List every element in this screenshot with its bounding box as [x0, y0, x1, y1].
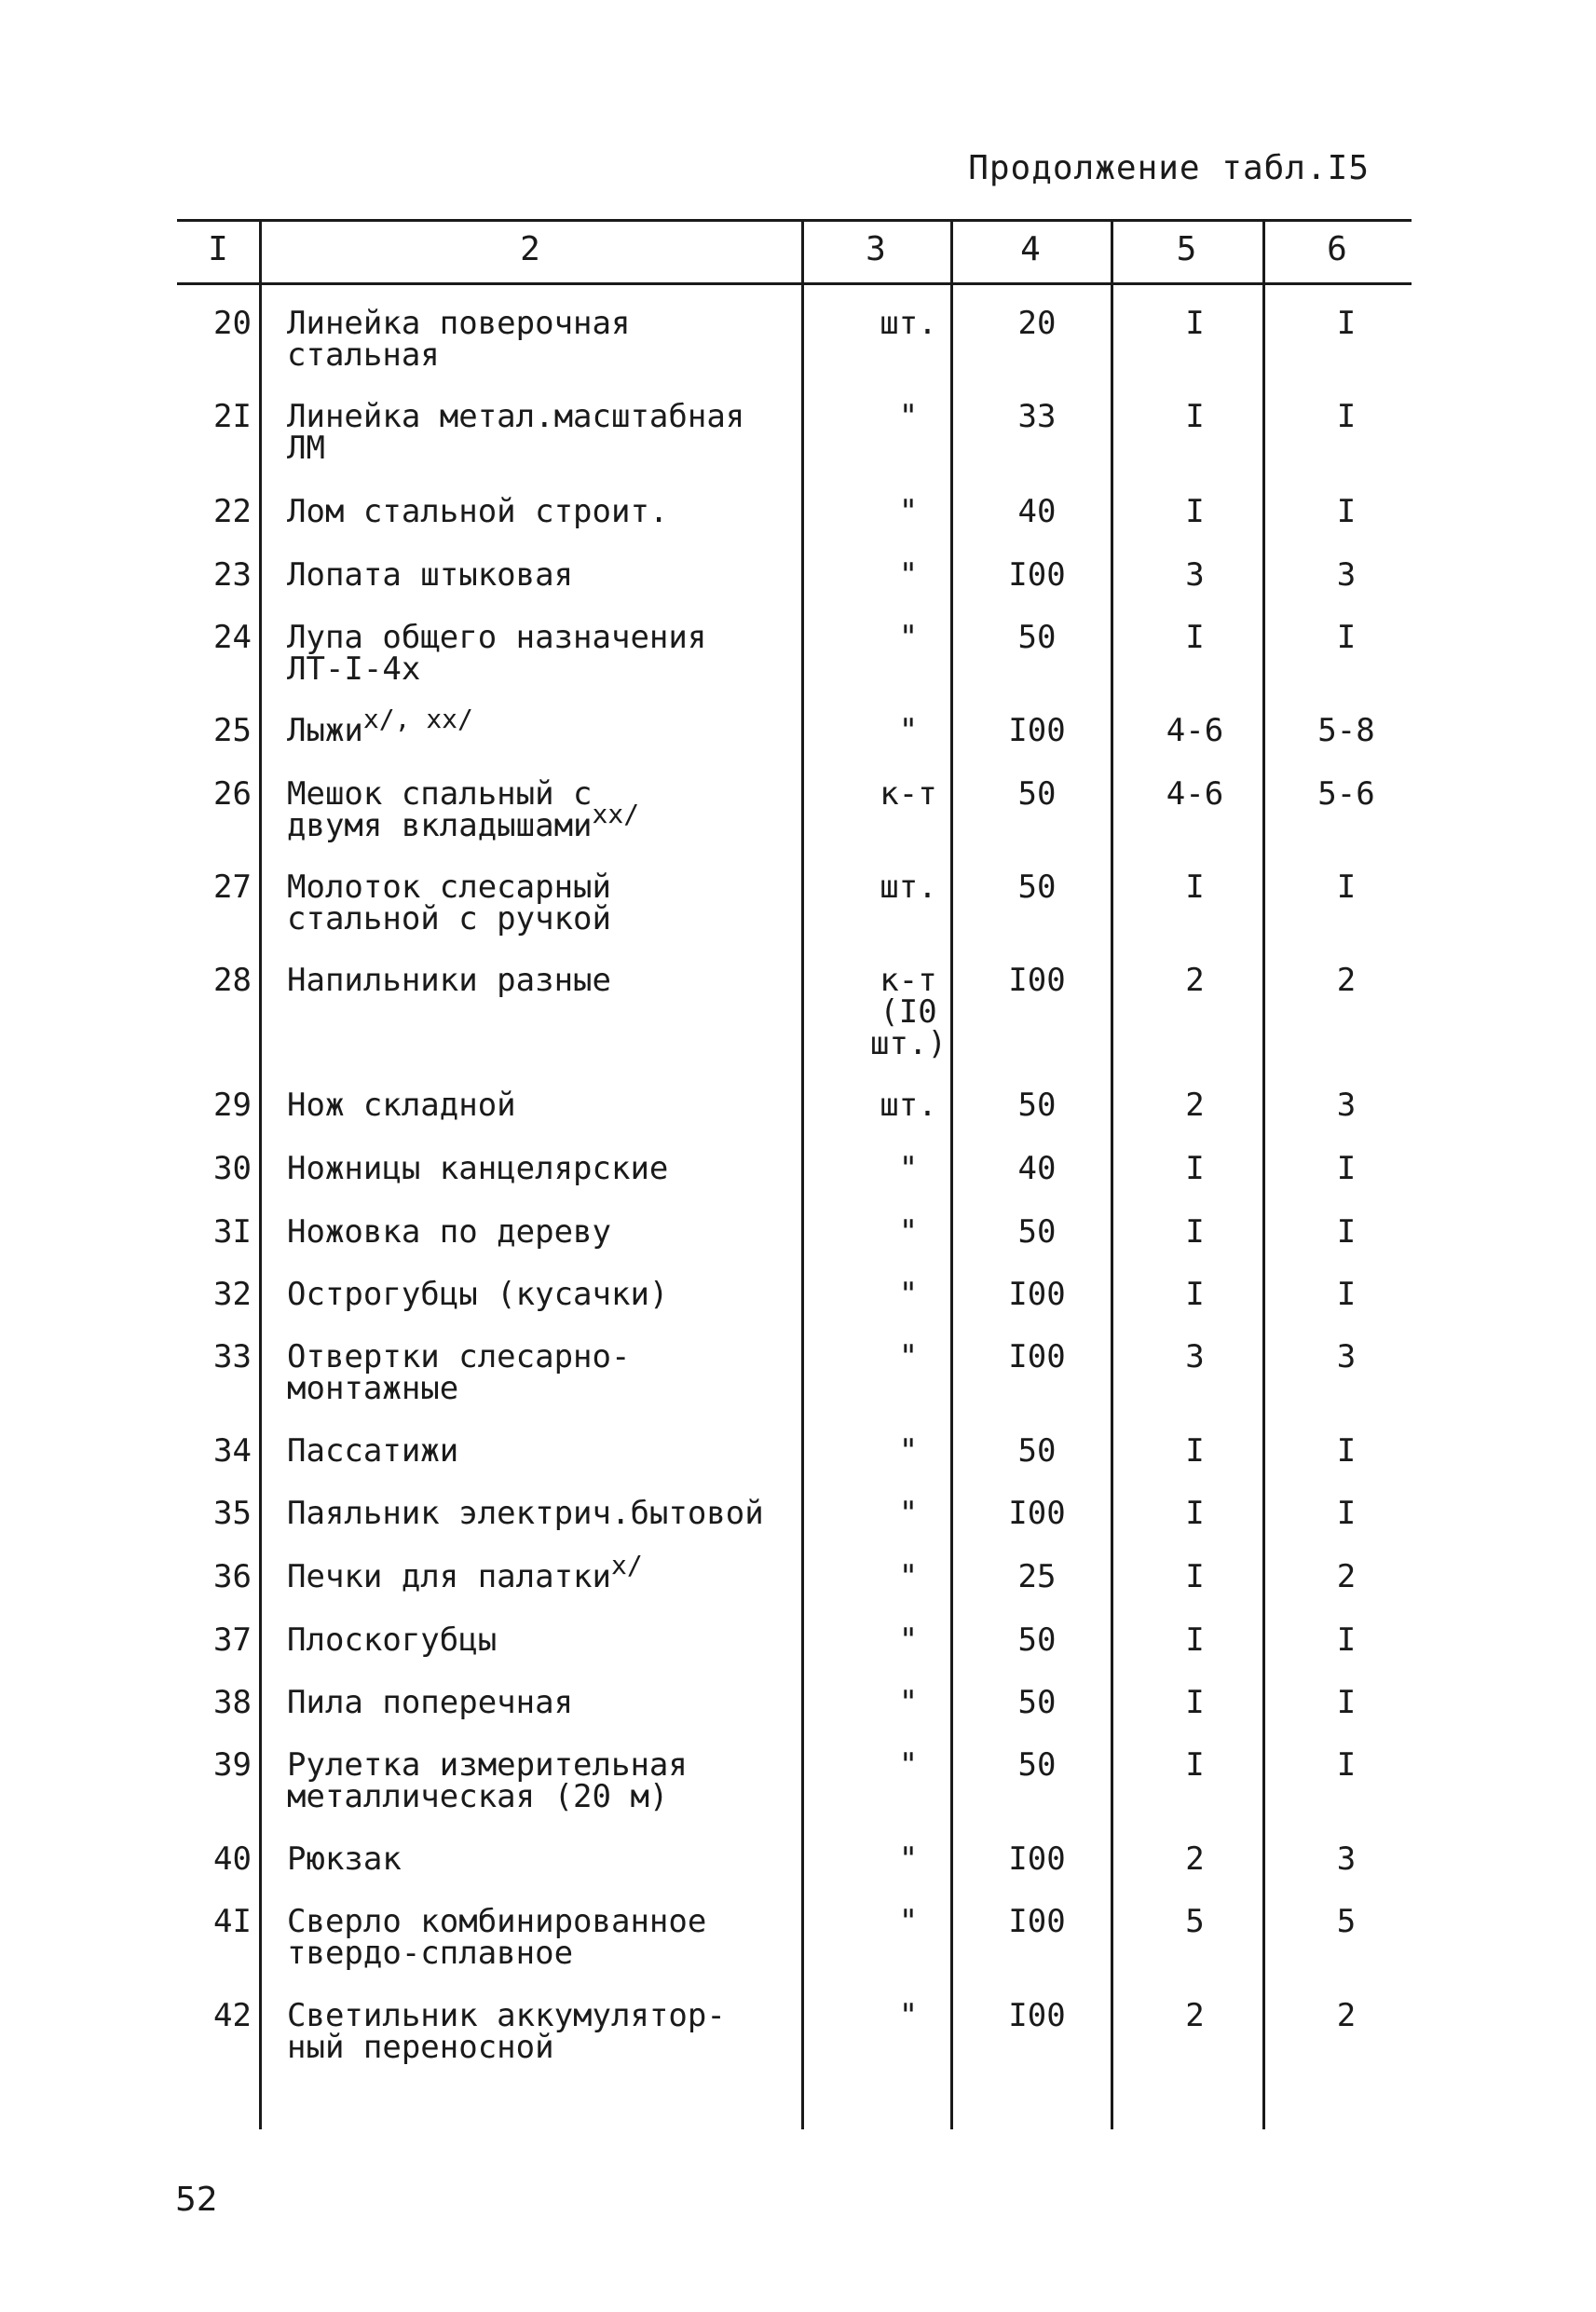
col-5-value: I [1185, 1150, 1205, 1187]
row-number: 40 [213, 1840, 252, 1878]
item-name-text: Линейка поверочная стальная [287, 305, 631, 374]
row-number: 28 [213, 962, 252, 999]
item-name [287, 1150, 809, 1187]
row-number: 35 [213, 1495, 252, 1532]
col-5-value: I [1185, 1684, 1205, 1721]
col-5-value: I [1185, 1495, 1205, 1532]
item-name [287, 704, 809, 749]
unit-cell: " [898, 1558, 919, 1595]
item-name-text: Рулетка измерительная металлическая (20 м) [287, 1746, 688, 1815]
unit-cell: " [898, 1903, 919, 1940]
header-bottom-rule [177, 282, 1412, 285]
col-4-value: I00 [1008, 1903, 1066, 1940]
col-4-value: I00 [1008, 1338, 1066, 1375]
unit-cell: шт. [880, 305, 937, 342]
item-name-text: Печки для палатки [287, 1558, 611, 1595]
unit-cell: " [898, 1621, 919, 1659]
row-number: 24 [213, 619, 252, 656]
item-name-text: Пассатижи [287, 1432, 459, 1470]
col-5-value: I [1185, 1432, 1205, 1470]
col-4-value: I00 [1008, 1840, 1066, 1878]
row-number: 4I [213, 1903, 252, 1940]
footnote-mark: xx/ [592, 799, 640, 829]
col-6-value: I [1336, 398, 1357, 435]
row-number: 38 [213, 1684, 252, 1721]
col-6-value: I [1336, 1621, 1357, 1659]
row-number: 39 [213, 1746, 252, 1784]
col-5-value: 3 [1185, 556, 1205, 594]
item-name-text: Пила поперечная [287, 1684, 574, 1721]
col-4-value: I00 [1008, 556, 1066, 594]
table-caption: Продолжение табл.I5 [968, 149, 1370, 187]
item-name [287, 1684, 809, 1721]
item-name-text: Плоскогубцы [287, 1621, 498, 1659]
col-6-value: 2 [1336, 1997, 1357, 2034]
col-4-value: 50 [1017, 1432, 1057, 1470]
unit-cell: " [898, 1840, 919, 1878]
header-col-2: 2 [520, 230, 540, 268]
item-name-text: Паяльник электрич.бытовой [287, 1495, 764, 1532]
col-5-value: I [1185, 1558, 1205, 1595]
row-number: 23 [213, 556, 252, 594]
table-top-rule [177, 219, 1412, 222]
item-name [287, 1840, 809, 1878]
col-6-value: 3 [1336, 1338, 1357, 1375]
item-name [287, 1432, 809, 1470]
item-name [287, 493, 809, 530]
item-name [287, 305, 809, 374]
col-5-value: 3 [1185, 1338, 1205, 1375]
row-number: 30 [213, 1150, 252, 1187]
item-name [287, 1213, 809, 1251]
col-6-value: 2 [1336, 962, 1357, 999]
row-number: 22 [213, 493, 252, 530]
col-4-value: 50 [1017, 1621, 1057, 1659]
header-col-4: 4 [1020, 230, 1041, 268]
page-number: 52 [175, 2181, 218, 2219]
col-6-value: 3 [1336, 1840, 1357, 1878]
unit-cell: " [898, 398, 919, 435]
unit-cell: " [898, 1495, 919, 1532]
item-name [287, 556, 809, 594]
unit-cell: " [898, 1338, 919, 1375]
header-col-6: 6 [1327, 230, 1347, 268]
col-4-value: 50 [1017, 1684, 1057, 1721]
unit-cell: " [898, 1276, 919, 1313]
col-4-value: I00 [1008, 1495, 1066, 1532]
unit-cell: " [898, 1432, 919, 1470]
item-name-text: Нож складной [287, 1087, 516, 1124]
item-name-text: Лопата штыковая [287, 556, 574, 594]
item-name-text: Лыжи [287, 712, 363, 749]
item-name [287, 1087, 809, 1124]
unit-cell: " [898, 619, 919, 656]
item-name [287, 1276, 809, 1313]
equipment-table [177, 219, 1412, 2129]
col-4-value: I00 [1008, 1276, 1066, 1313]
footnote-mark: x/ [611, 1550, 643, 1580]
col-5-value: I [1185, 1213, 1205, 1251]
unit-cell: " [898, 493, 919, 530]
col-5-value: 5 [1185, 1903, 1205, 1940]
col-4-value: 50 [1017, 619, 1057, 656]
column-divider [259, 219, 262, 2129]
col-5-value: 2 [1185, 1997, 1205, 2034]
col-4-value: 40 [1017, 493, 1057, 530]
item-name-text: Ножовка по дереву [287, 1213, 611, 1251]
row-number: 33 [213, 1338, 252, 1375]
unit-cell: " [898, 712, 919, 749]
row-number: 32 [213, 1276, 252, 1313]
item-name [287, 1495, 809, 1532]
unit-cell: " [898, 1213, 919, 1251]
item-name-text: Рюкзак [287, 1840, 402, 1878]
col-6-value: 3 [1336, 556, 1357, 594]
col-6-value: I [1336, 619, 1357, 656]
item-name [287, 1903, 809, 1972]
col-5-value: I [1185, 1621, 1205, 1659]
col-6-value: 3 [1336, 1087, 1357, 1124]
item-name [287, 1338, 809, 1407]
col-5-value: 4-6 [1166, 712, 1224, 749]
col-5-value: I [1185, 869, 1205, 906]
col-4-value: 50 [1017, 775, 1057, 813]
item-name-text: Сверло комбинированное твердо-сплавное [287, 1903, 707, 1972]
col-5-value: I [1185, 398, 1205, 435]
item-name [287, 962, 809, 999]
item-name [287, 398, 809, 467]
row-number: 3I [213, 1213, 252, 1251]
col-6-value: I [1336, 869, 1357, 906]
unit-cell: шт. [880, 869, 937, 906]
col-6-value: I [1336, 1213, 1357, 1251]
col-6-value: 5-8 [1317, 712, 1375, 749]
row-number: 37 [213, 1621, 252, 1659]
col-5-value: I [1185, 1276, 1205, 1313]
item-name-text: Острогубцы (кусачки) [287, 1276, 669, 1313]
unit-cell: " [898, 1997, 919, 2034]
item-name-text: Мешок спальный с двумя вкладышами [287, 775, 593, 844]
col-5-value: I [1185, 493, 1205, 530]
unit-cell: " [898, 1150, 919, 1187]
footnote-mark: x/, xx/ [362, 704, 473, 734]
col-5-value: I [1185, 305, 1205, 342]
col-6-value: 2 [1336, 1558, 1357, 1595]
col-6-value: I [1336, 305, 1357, 342]
item-name [287, 775, 809, 844]
item-name [287, 619, 809, 688]
unit-cell: " [898, 1746, 919, 1784]
item-name-text: Линейка метал.масштабная ЛМ [287, 398, 745, 467]
row-number: 29 [213, 1087, 252, 1124]
item-name-text: Лупа общего назначения ЛТ-I-4x [287, 619, 707, 688]
col-6-value: I [1336, 1495, 1357, 1532]
row-number: 2I [213, 398, 252, 435]
row-number: 42 [213, 1997, 252, 2034]
row-number: 26 [213, 775, 252, 813]
item-name [287, 1997, 809, 2066]
col-6-value: I [1336, 1150, 1357, 1187]
header-col-3: 3 [866, 230, 886, 268]
row-number: 36 [213, 1558, 252, 1595]
item-name [287, 871, 809, 935]
header-col-1: I [208, 230, 228, 268]
col-4-value: 50 [1017, 869, 1057, 906]
col-6-value: 5-6 [1317, 775, 1375, 813]
col-6-value: I [1336, 493, 1357, 530]
row-number: 27 [213, 869, 252, 906]
unit-cell: " [898, 556, 919, 594]
col-6-value: I [1336, 1746, 1357, 1784]
row-number: 25 [213, 712, 252, 749]
col-5-value: 2 [1185, 1087, 1205, 1124]
col-6-value: 5 [1336, 1903, 1357, 1940]
col-5-value: I [1185, 1746, 1205, 1784]
unit-cell: к-т (I0 шт.) [870, 962, 947, 1062]
unit-cell: " [898, 1684, 919, 1721]
item-name [287, 1550, 809, 1595]
item-name [287, 1621, 809, 1659]
col-5-value: 2 [1185, 962, 1205, 999]
col-4-value: 40 [1017, 1150, 1057, 1187]
header-col-5: 5 [1176, 230, 1197, 268]
unit-cell: к-т [880, 775, 937, 813]
item-name-text: Молоток слесарный стальной с ручкой [287, 869, 611, 937]
col-4-value: I00 [1008, 712, 1066, 749]
col-5-value: I [1185, 619, 1205, 656]
item-name-text: Лом стальной строит. [287, 493, 669, 530]
col-4-value: 25 [1017, 1558, 1057, 1595]
col-4-value: 33 [1017, 398, 1057, 435]
col-4-value: I00 [1008, 962, 1066, 999]
item-name-text: Ножницы канцелярские [287, 1150, 669, 1187]
col-4-value: I00 [1008, 1997, 1066, 2034]
item-name-text: Напильники разные [287, 962, 611, 999]
col-6-value: I [1336, 1684, 1357, 1721]
item-name-text: Отвертки слесарно- монтажные [287, 1338, 631, 1407]
col-5-value: 2 [1185, 1840, 1205, 1878]
row-number: 20 [213, 305, 252, 342]
col-4-value: 50 [1017, 1213, 1057, 1251]
col-6-value: I [1336, 1276, 1357, 1313]
col-4-value: 50 [1017, 1746, 1057, 1784]
col-4-value: 20 [1017, 305, 1057, 342]
item-name [287, 1746, 809, 1815]
item-name-text: Светильник аккумулятор- ный переносной [287, 1997, 726, 2066]
unit-cell: шт. [880, 1087, 937, 1124]
col-4-value: 50 [1017, 1087, 1057, 1124]
row-number: 34 [213, 1432, 252, 1470]
col-5-value: 4-6 [1166, 775, 1224, 813]
col-6-value: I [1336, 1432, 1357, 1470]
